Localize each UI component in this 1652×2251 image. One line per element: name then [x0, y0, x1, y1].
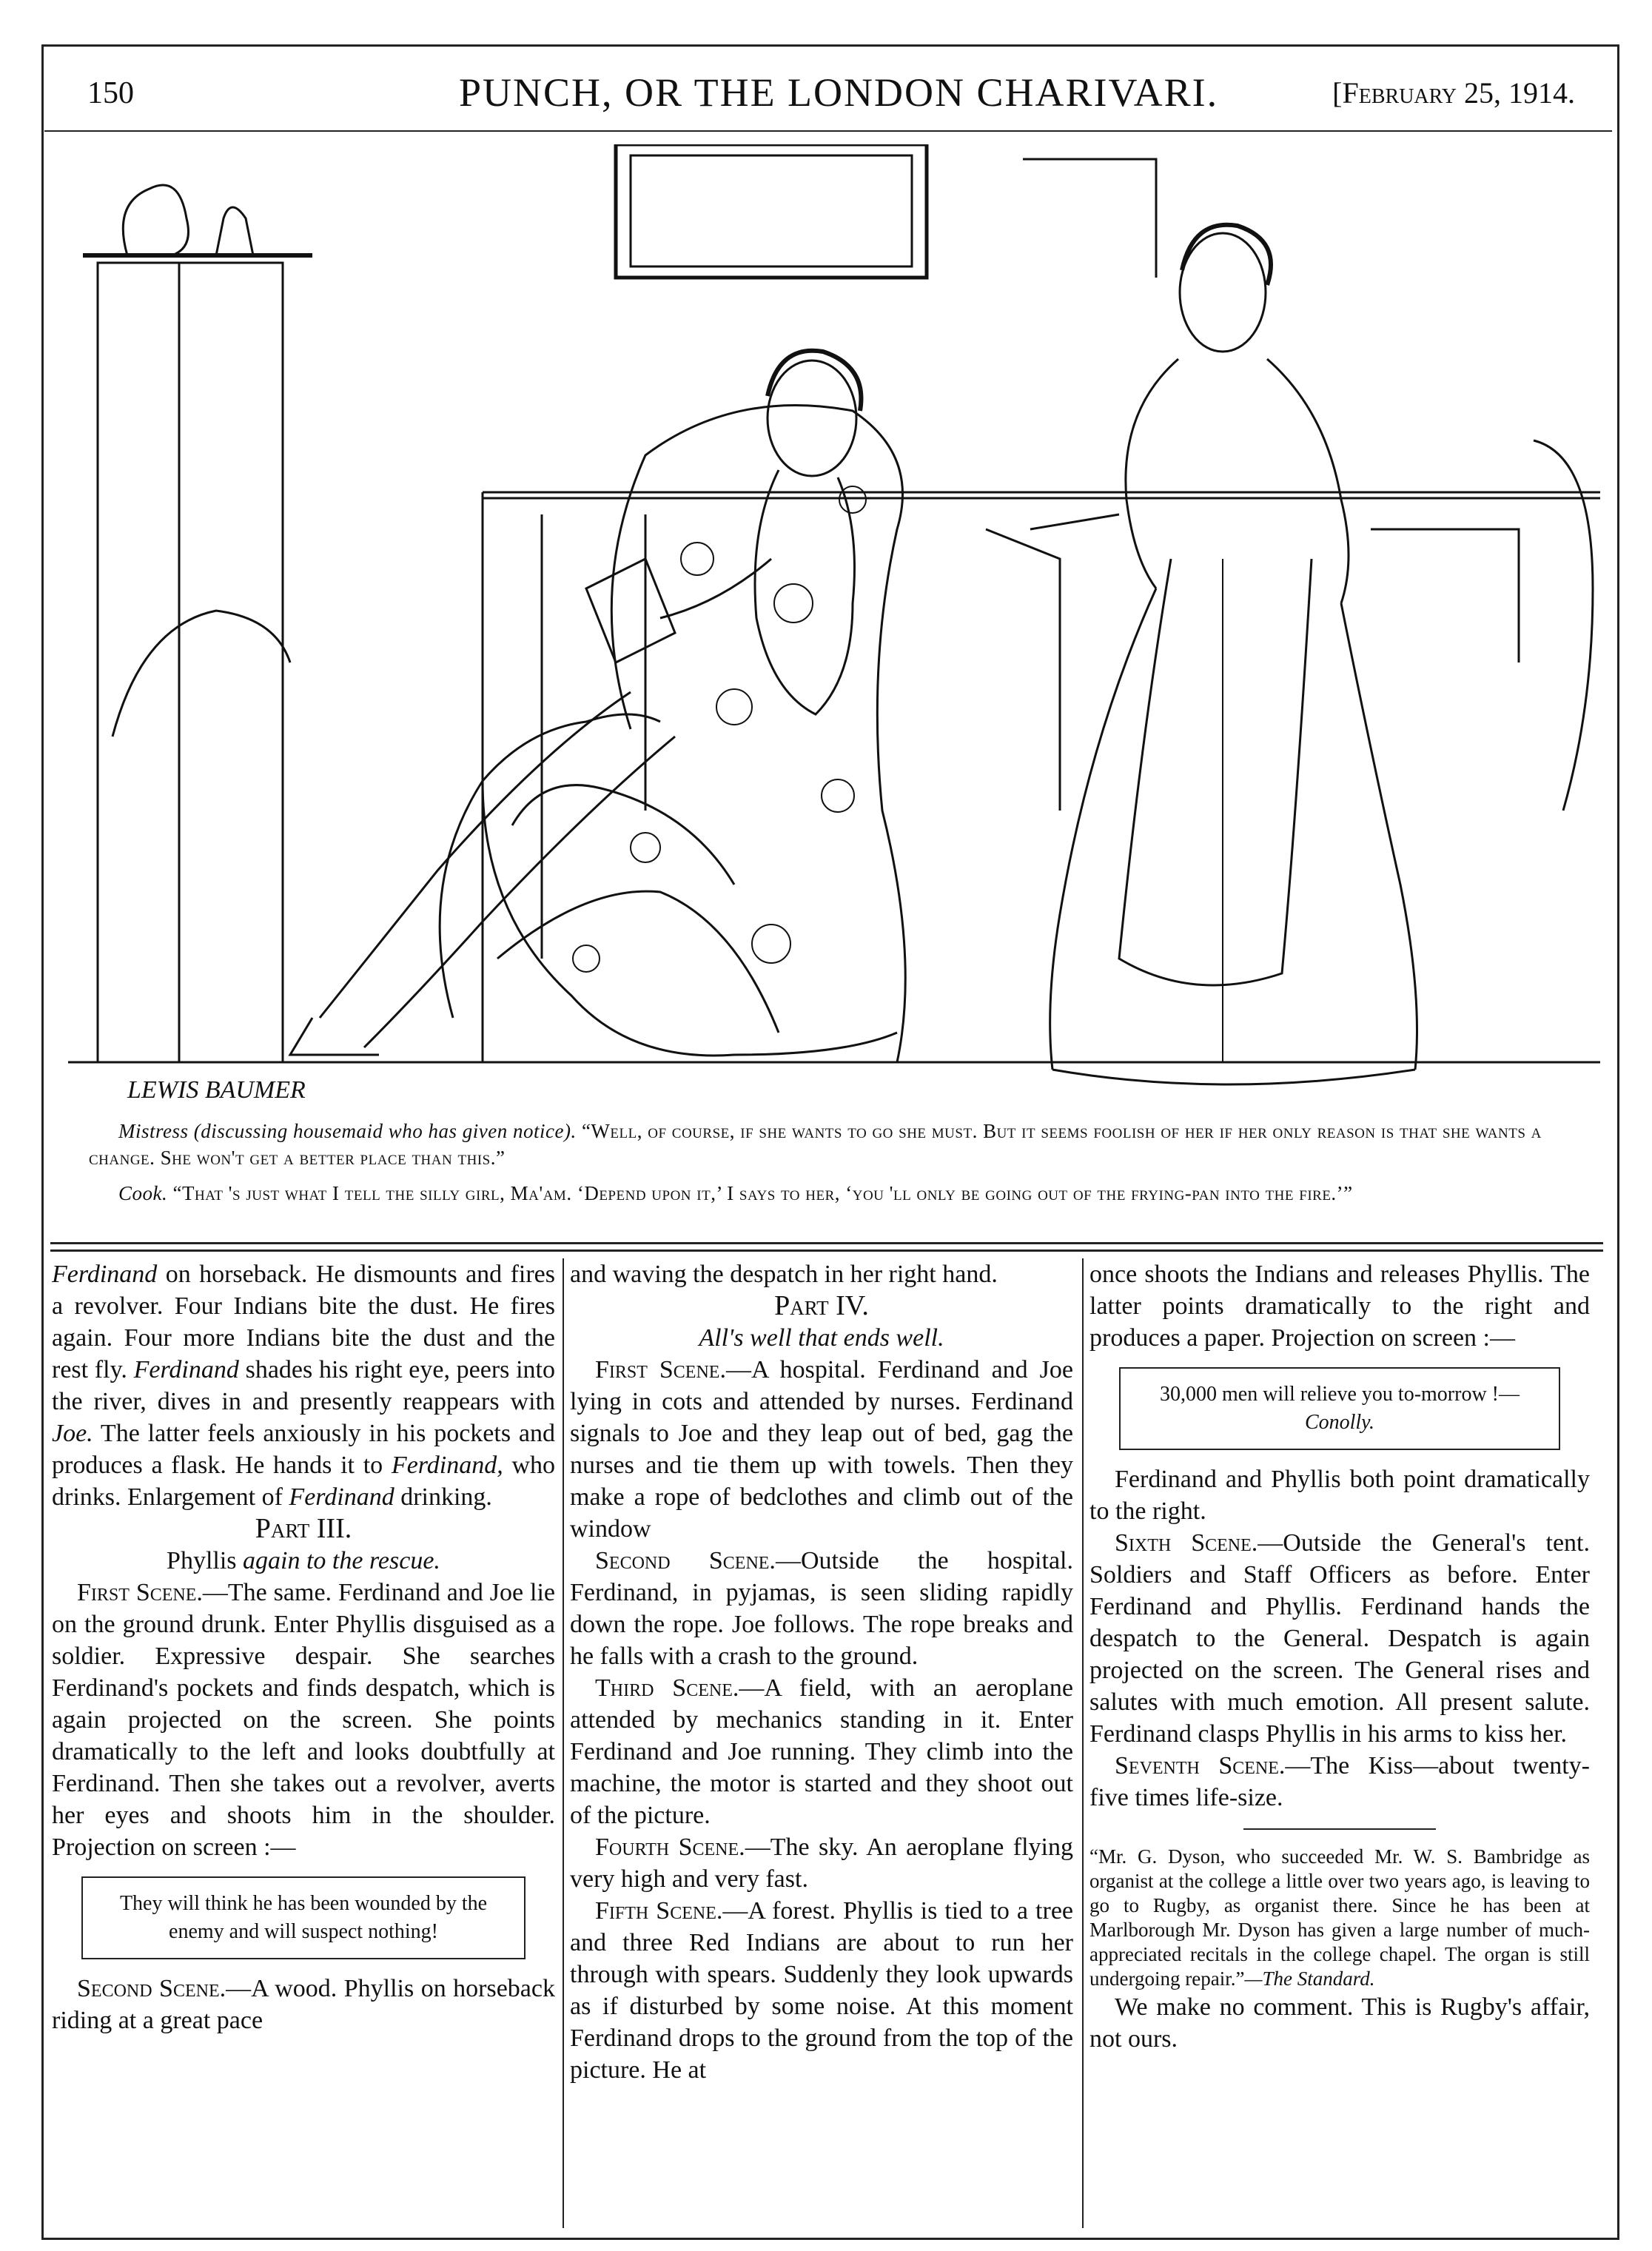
section-rule-bottom — [50, 1249, 1603, 1252]
cartoon-illustration — [68, 144, 1600, 1114]
quote-source: —The Standard. — [1244, 1967, 1375, 1990]
part-4-heading: Part IV. — [774, 1290, 869, 1321]
part-4-scene-4 — [570, 1831, 1073, 1895]
part-4-subtitle-text: All's well that ends well. — [699, 1324, 944, 1352]
scene-text: —A wood. Phyllis on horseback riding at a great pace — [52, 1975, 555, 2034]
part-3-subtitle-rest: again to the rescue. — [243, 1547, 440, 1574]
caption-speaker-2: Cook. — [118, 1182, 168, 1204]
col3-paragraph-1: once shoots the Indians and releases Phyllis. The latter points dramatically to the right and produces a paper. Projection on screen :— — [1089, 1261, 1590, 1352]
col2-paragraph-1: and waving the despatch in her right hand. — [570, 1261, 998, 1288]
quote-text: “Mr. G. Dyson, who succeeded Mr. W. S. Bambridge as organist at the college a little over two years ago, is leaving to go to Rugby, as organist there. Since he has been at Marlborough Mr. Dyson has given a large number of much-appreciated recitals in the college chapel. The organ is still undergoing repair.” — [1089, 1845, 1590, 1990]
col1-ferdinand-3: Ferdinand, — [391, 1452, 503, 1479]
scene-text: —A forest. Phyllis is tied to a tree and three Red Indians are about to run her through with spears. Suddenly they look upwards as if disturbed by some noise. At this moment Ferdinand drops to the ground from the top of the picture. He at — [570, 1897, 1074, 2084]
scene-text: —A field, with an aeroplane attended by mechanics standing in it. Enter Ferdinand and Joe running. They climb into the machine, the motor is started and they shoot out of the picture. — [570, 1674, 1073, 1829]
screen-projection-box-1: They will think he has been wounded by the enemy and will suspect nothing! — [81, 1876, 526, 1959]
part-3-scene-1 — [52, 1577, 555, 1863]
scene-label: Third Scene. — [595, 1674, 739, 1702]
part-3-heading: Part III. — [255, 1513, 352, 1544]
scene-text: —Outside the hospital. Ferdinand, in pyjamas, is seen sliding rapidly down the rope. Joe follows. The rope breaks and he falls with a crash to the ground. — [570, 1547, 1073, 1670]
scene-label: First Scene. — [77, 1579, 203, 1606]
scene-text: —The same. Ferdinand and Joe lie on the ground drunk. Enter Phyllis disguised as a soldier. Expressive despair. She searches Ferdinand's pockets and finds despatch, which is again projected on the screen. She points dramatically to the left and looks doubtfully at Ferdinand. Then she takes out a revolver, averts her eyes and shoots him in the shoulder. Projection on screen :— — [52, 1579, 555, 1861]
column-1 — [52, 1258, 555, 2036]
part-4-scene-1 — [570, 1354, 1073, 1545]
col1-text-2: shades his right eye, peers into the river, dives in and presently reappears with — [52, 1356, 556, 1415]
cartoon-caption — [89, 1118, 1577, 1215]
part-4-scene-7 — [1089, 1750, 1590, 1814]
projection-signature: Conolly. — [1304, 1411, 1375, 1434]
section-divider — [1243, 1828, 1436, 1830]
part-4-scene-3 — [570, 1672, 1073, 1831]
caption-speech-1: “Well, of course, if she wants to go she must. But it seems foolish of her if her only reason is that she wants a change. She won't get a better place than this.” — [89, 1120, 1542, 1169]
part-4-scene-2 — [570, 1545, 1073, 1672]
column-rule-1 — [563, 1258, 564, 2228]
col1-text-3: The latter feels anxiously in his pockets and produces a flask. He hands it to — [52, 1420, 555, 1479]
col1-text-1: on horseback. He dismounts and fires a revolver. Four Indians bite the dust. He fires again. Four more Indians bite the dust and the rest fly. — [52, 1261, 555, 1383]
column-rule-2 — [1082, 1258, 1084, 2228]
page-number: 150 — [87, 76, 134, 110]
scene-label: Second Scene. — [77, 1975, 226, 2002]
part-4-scene-6 — [1089, 1527, 1590, 1750]
scene-label: Fourth Scene. — [595, 1834, 745, 1861]
col3-paragraph-2: Ferdinand and Phyllis both point dramatically to the right. — [1089, 1466, 1590, 1525]
part-3-subtitle — [52, 1545, 555, 1577]
col1-joe: Joe. — [52, 1420, 93, 1447]
scene-label: Sixth Scene. — [1115, 1529, 1258, 1557]
scene-text: —The sky. An aeroplane flying very high and very fast. — [570, 1834, 1073, 1893]
issue-date: [February 25, 1914. — [1332, 76, 1575, 110]
header-rule — [44, 130, 1612, 132]
column-2 — [570, 1258, 1073, 2086]
scene-label: Seventh Scene. — [1115, 1752, 1286, 1779]
col1-text-5: drinking. — [400, 1483, 492, 1511]
part-3-scene-2 — [52, 1973, 555, 2036]
caption-speech-2: “That 's just what I tell the silly girl, Ma'am. ‘Depend upon it,’ I says to her, ‘you 'll only be going out of the frying-pan into the fire.’” — [172, 1182, 1353, 1204]
caption-speaker-1: Mistress (discussing housemaid who has given notice). — [118, 1120, 577, 1142]
part-3-subtitle-name: Phyllis — [167, 1547, 237, 1574]
scene-text: —Outside the General's tent. Soldiers and Staff Officers as before. Enter Ferdinand and Phyllis. Ferdinand hands the despatch to the General. Despatch is again projected on the screen. The General rises and salutes with much emotion. All present salute. Ferdinand clasps Phyllis in his arms to kiss her. — [1089, 1529, 1591, 1748]
scene-label: Second Scene. — [595, 1547, 776, 1574]
scene-label: First Scene. — [595, 1356, 726, 1383]
projection-text: 30,000 men will relieve you to-morrow !— — [1159, 1383, 1520, 1406]
section-rule-top — [50, 1242, 1603, 1244]
col1-ferdinand-4: Ferdinand — [289, 1483, 394, 1511]
cartoon-drawing — [68, 144, 1600, 1114]
publication-title: PUNCH, OR THE LONDON CHARIVARI. — [459, 70, 1219, 115]
screen-projection-box-2 — [1119, 1367, 1560, 1450]
part-4-scene-5 — [570, 1895, 1073, 2086]
masthead — [44, 65, 1605, 124]
newspaper-quote — [1089, 1845, 1590, 1991]
col1-paragraph-1 — [52, 1258, 555, 1513]
scene-text: —The Kiss—about twenty-five times life-size. — [1089, 1752, 1590, 1811]
caption-cook — [89, 1180, 1577, 1207]
col1-ferdinand-2: Ferdinand — [133, 1356, 239, 1383]
column-3 — [1089, 1258, 1590, 2055]
caption-mistress — [89, 1118, 1577, 1171]
col1-text-4: who drinks. Enlargement of — [52, 1452, 556, 1511]
scene-label: Fifth Scene. — [595, 1897, 723, 1925]
part-4-subtitle — [570, 1322, 1073, 1354]
editorial-comment: We make no comment. This is Rugby's affair, not ours. — [1089, 1993, 1590, 2053]
col1-ferdinand-1: Ferdinand — [52, 1261, 158, 1288]
artist-signature: LEWIS BAUMER — [127, 1076, 306, 1104]
scene-text: —A hospital. Ferdinand and Joe lying in cots and attended by nurses. Ferdinand signals to Joe and they leap out of bed, gag the nurses and tie them up with towels. Then they make a rope of bedclothes and climb out of the window — [570, 1356, 1073, 1543]
